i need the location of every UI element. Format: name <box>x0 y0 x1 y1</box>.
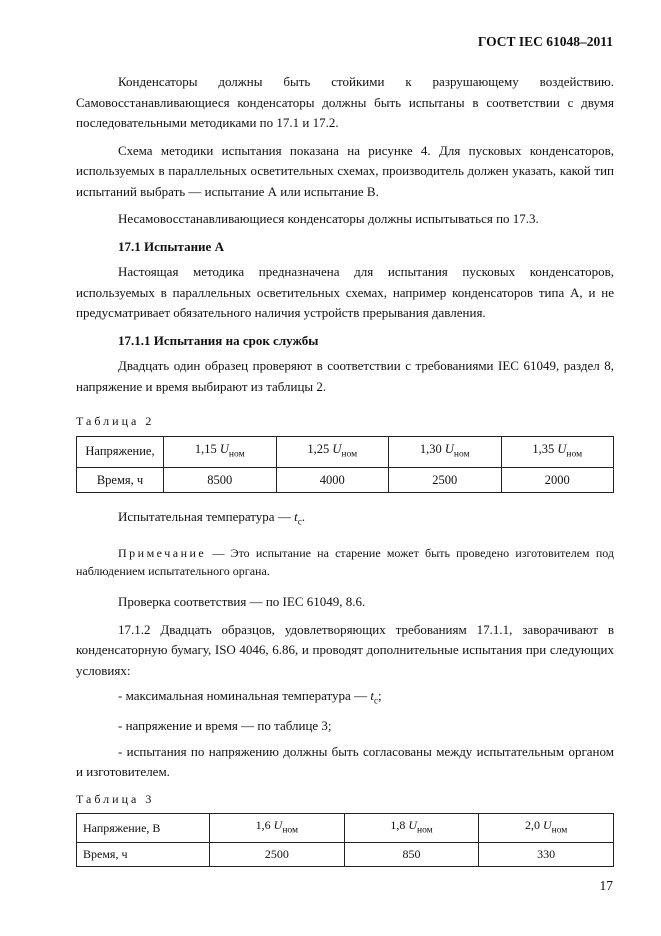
paragraph: Схема методики испытания показана на рисунке 4. Для пусковых конденсаторов, используемых в параллельных осветительных схемах, производитель должен указать, какой тип испытаний выбрать — испытание А или испытание В. <box>76 142 614 199</box>
table-cell: 1,6 $U_{ном}$ <box>210 814 345 843</box>
table-3 <box>76 813 614 866</box>
table-cell: 850 <box>344 843 479 867</box>
table-row <box>77 436 614 467</box>
paragraph: Двадцать один образец проверяют в соответствии с требованиями IEC 61049, раздел 8, напряжение и время выбирают из таблицы 2. <box>76 358 614 394</box>
table-cell: 1,15 $U_{ном}$ <box>164 436 277 467</box>
paragraph: 17.1.2 Двадцать образцов, удовлетворяющих требованиям 17.1.1, заворачивают в конденсаторную бумагу, ISO 4046, 6.86, и проводят дополнительные испытания при следующих условиях: <box>76 621 614 678</box>
list-item: - напряжение и время — по таблице 3; <box>118 718 332 734</box>
table-cell: 1,25 $U_{ном}$ <box>276 436 389 467</box>
paragraph: Проверка соответствия — по IEC 61049, 8.6. <box>118 594 366 610</box>
document-body <box>76 72 614 867</box>
note: Примечание — Это испытание на старение может быть проведено изготовителем под наблюдением испытательного органа. <box>76 546 614 579</box>
paragraph: Конденсаторы должны быть стойкими к разрушающему воздействию. Самовосстанавливающиеся конденсаторы должны быть испытаны в соответствии с двумя последовательными методиками по 17.1 и 17.2. <box>76 74 614 130</box>
page-number: 17 <box>599 878 613 893</box>
paragraph: Несамовосстанавливающиеся конденсаторы должны испытываться по 17.3. <box>118 211 539 226</box>
section-heading: 17.1 Испытание А <box>118 238 224 254</box>
table-row <box>77 814 614 843</box>
table-cell: 4000 <box>276 467 389 493</box>
table-caption: Таблица 3 <box>76 791 155 806</box>
table-cell: 2500 <box>389 467 502 493</box>
table-caption: Таблица 2 <box>76 414 155 428</box>
table-cell: 1,35 $U_{ном}$ <box>501 436 614 467</box>
table-cell: 2,0 $U_{ном}$ <box>479 814 614 843</box>
table-cell: 1,30 $U_{ном}$ <box>389 436 502 467</box>
paragraph: Испытательная температура — $t_c$. <box>118 509 305 527</box>
section-heading: 17.1.1 Испытания на срок службы <box>118 332 319 348</box>
list-item: - испытания по напряжению должны быть согласованы между испытательным органом и изготовителем. <box>76 743 614 780</box>
table-cell: Время, ч <box>77 467 164 493</box>
table-cell: Напряжение, <box>77 436 164 467</box>
paragraph: Настоящая методика предназначена для испытания пусковых конденсаторов, используемых в параллельных осветительных схемах, например конденсаторов типа А, и не предусматривает обязательного наличия устройств прерывания давления. <box>76 264 614 320</box>
list-item: - максимальная номинальная температура — $t_c$; <box>118 688 382 706</box>
table-2 <box>76 436 614 494</box>
table-cell: Время, ч <box>77 843 210 867</box>
table-cell: 2000 <box>501 467 614 493</box>
table-row <box>77 467 614 493</box>
page-header: ГОСТ IEC 61048–2011 <box>477 34 613 49</box>
table-cell: 8500 <box>164 467 277 493</box>
table-cell: 1,8 $U_{ном}$ <box>344 814 479 843</box>
table-cell: Напряжение, В <box>77 814 210 843</box>
table-cell: 330 <box>479 843 614 867</box>
table-cell: 2500 <box>210 843 345 867</box>
table-row <box>77 843 614 867</box>
